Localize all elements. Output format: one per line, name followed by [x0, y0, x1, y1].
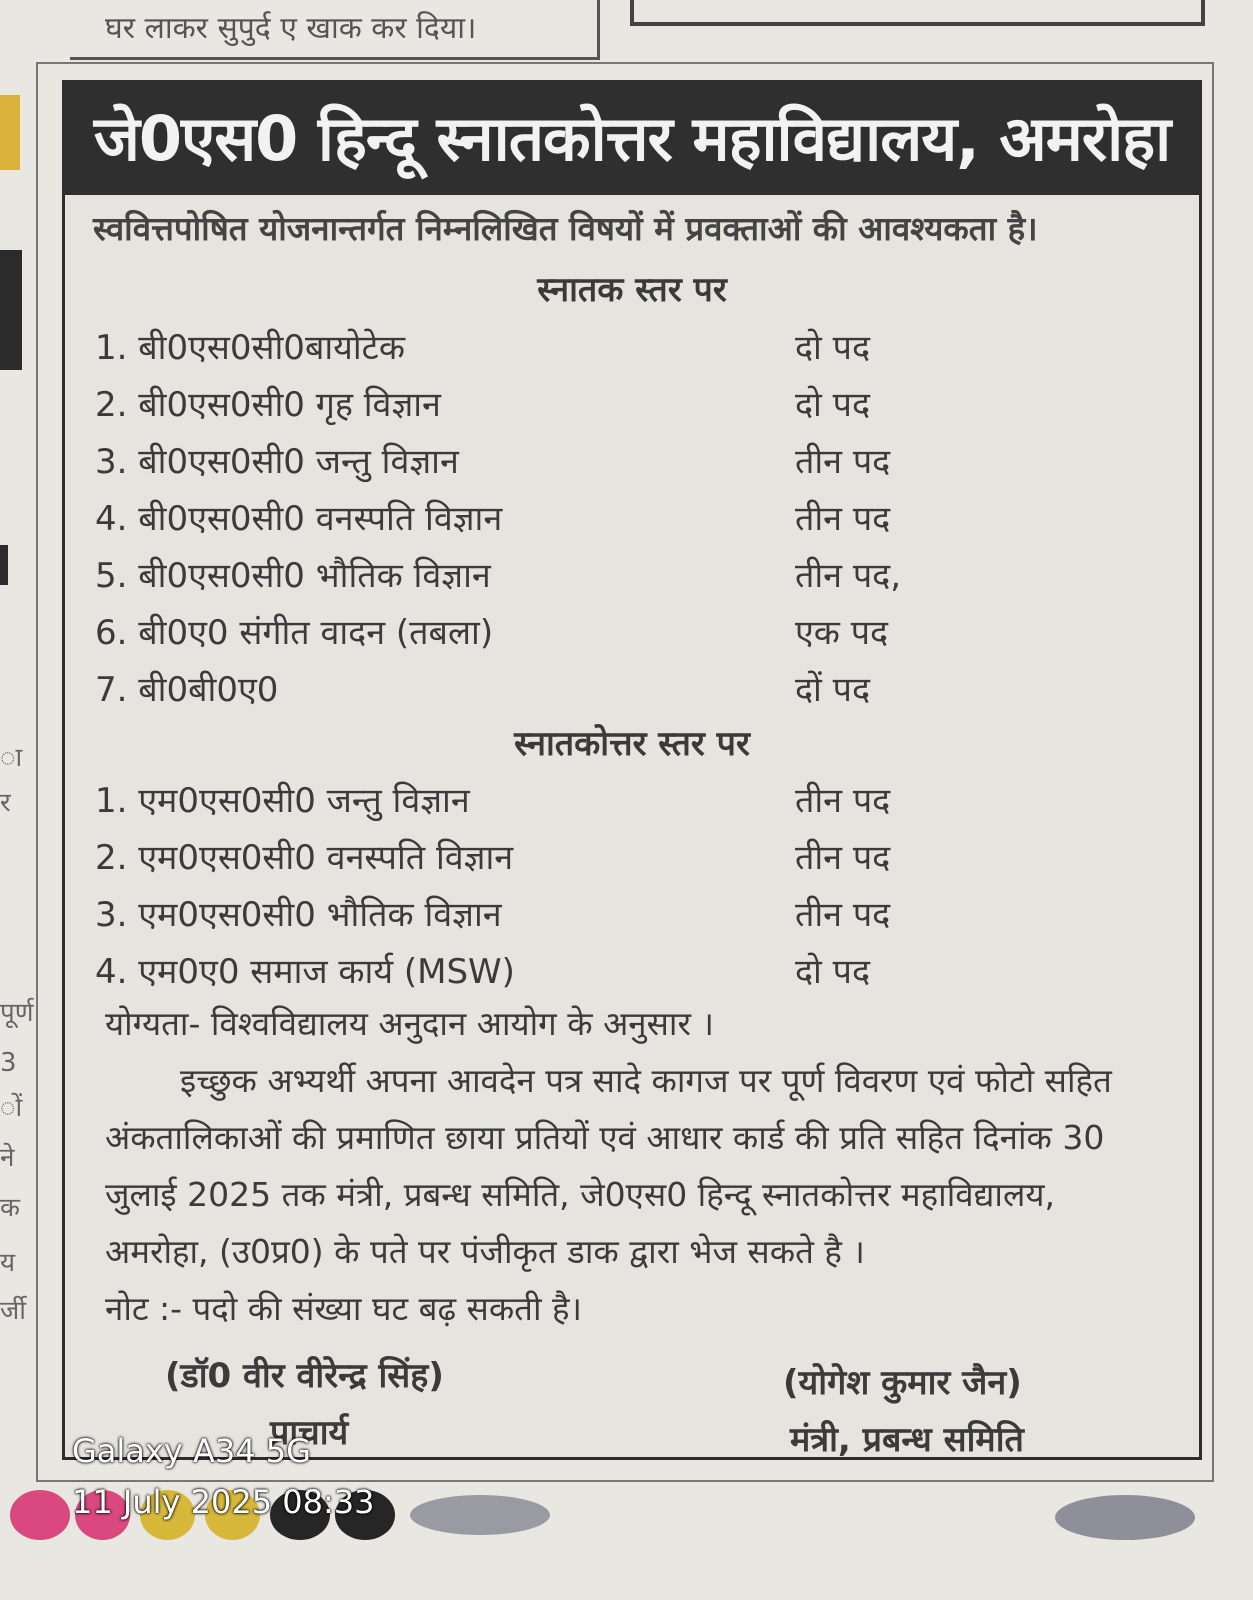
- post-count: दों पद: [795, 670, 871, 710]
- secretary-name: (योगेश कुमार जैन): [783, 1363, 1022, 1403]
- secretary-title: मंत्री, प्रबन्ध समिति: [790, 1420, 1024, 1460]
- subject: 4. एम0ए0 समाज कार्य (MSW): [95, 952, 515, 992]
- list-item: [95, 776, 1175, 832]
- list-item: [95, 551, 1175, 607]
- column-fragment: क: [0, 1193, 20, 1223]
- post-count: तीन पद: [795, 499, 891, 539]
- column-fragment: र्जी: [0, 1296, 27, 1326]
- list-item: [95, 665, 1175, 721]
- black-strip-small: [0, 545, 8, 585]
- pg-heading: स्नातकोत्तर स्तर पर: [514, 724, 750, 764]
- subject: 3. एम0एस0सी0 भौतिक विज्ञान: [95, 895, 502, 935]
- column-fragment: 3: [0, 1048, 17, 1078]
- post-count: तीन पद: [795, 895, 891, 935]
- yellow-strip: [0, 95, 20, 170]
- recruitment-advertisement: [62, 80, 1202, 1460]
- subject: 2. बी0एस0सी0 गृह विज्ञान: [95, 385, 441, 425]
- camera-device-watermark: Galaxy A34 5G: [72, 1432, 311, 1470]
- subject: 1. बी0एस0सी0बायोटेक: [95, 328, 405, 368]
- application-line: अंकतालिकाओं की प्रमाणित छाया प्रतियों एवं आधार कार्ड की प्रति सहित दिनांक 30: [105, 1118, 1105, 1157]
- column-fragment: ा: [0, 743, 23, 773]
- application-line: इच्छुक अभ्यर्थी अपना आवदेन पत्र सादे कागज पर पूर्ण विवरण एवं फोटो सहित: [180, 1061, 1112, 1100]
- ug-heading: स्नातक स्तर पर: [537, 270, 727, 310]
- note: नोट :- पदो की संख्या घट बढ़ सकती है।: [105, 1289, 583, 1328]
- black-strip: [0, 250, 22, 370]
- subject: 2. एम0एस0सी0 वनस्पति विज्ञान: [95, 838, 514, 878]
- application-line: जुलाई 2025 तक मंत्री, प्रबन्ध समिति, जे0एस0 हिन्दू स्नातकोत्तर महाविद्यालय,: [105, 1175, 1055, 1214]
- list-item: [95, 437, 1175, 493]
- subject: 3. बी0एस0सी0 जन्तु विज्ञान: [95, 442, 459, 482]
- previous-article-snippet: [70, 0, 600, 60]
- subject: 5. बी0एस0सी0 भौतिक विज्ञान: [95, 556, 491, 596]
- principal-name: (डॉ0 वीर वीरेन्द्र सिंह): [165, 1356, 444, 1396]
- list-item: [95, 890, 1175, 946]
- paper-smudge: [10, 1490, 70, 1540]
- column-fragment: ों: [0, 1093, 23, 1123]
- post-count: एक पद: [795, 613, 889, 653]
- application-line: अमरोहा, (उ0प्र0) के पते पर पंजीकृत डाक द्वारा भेज सकते है ।: [105, 1232, 865, 1271]
- paper-smudge: [410, 1495, 550, 1535]
- post-count: दो पद: [795, 328, 871, 368]
- column-fragment: ने: [0, 1143, 15, 1173]
- column-fragment: र: [0, 788, 11, 818]
- camera-timestamp-watermark: 11 July 2025 08:33: [72, 1483, 375, 1521]
- qualification: योग्यता- विश्वविद्यालय अनुदान आयोग के अनुसार ।: [105, 1004, 714, 1043]
- subject: 7. बी0बी0ए0: [95, 670, 279, 710]
- post-count: तीन पद,: [795, 556, 902, 596]
- post-count: तीन पद: [795, 781, 891, 821]
- principal-title: प्राचार्य: [270, 1413, 349, 1453]
- list-item: [95, 608, 1175, 664]
- list-item: [95, 323, 1175, 379]
- column-fragment: य: [0, 1248, 16, 1278]
- subject: 4. बी0एस0सी0 वनस्पति विज्ञान: [95, 499, 503, 539]
- subject: 6. बी0ए0 संगीत वादन (तबला): [95, 613, 494, 653]
- list-item: [95, 380, 1175, 436]
- column-fragment: पूर्ण: [0, 998, 34, 1028]
- subject: 1. एम0एस0सी0 जन्तु विज्ञान: [95, 781, 470, 821]
- post-count: दो पद: [795, 385, 871, 425]
- post-count: तीन पद: [795, 442, 891, 482]
- list-item: [95, 494, 1175, 550]
- adjacent-ad-box: [630, 0, 1205, 26]
- intro-text: स्ववित्तपोषित योजनान्तर्गत निम्नलिखित विषयों में प्रवक्ताओं की आवश्यकता है।: [93, 209, 1038, 248]
- paper-smudge: [1055, 1495, 1195, 1540]
- post-count: तीन पद: [795, 838, 891, 878]
- snippet-text: घर लाकर सुपुर्द ए खाक कर दिया।: [105, 11, 477, 46]
- post-count: दो पद: [795, 952, 871, 992]
- list-item: [95, 833, 1175, 889]
- college-title: जे0एस0 हिन्दू स्नातकोत्तर महाविद्यालय, अमरोहा: [65, 83, 1199, 195]
